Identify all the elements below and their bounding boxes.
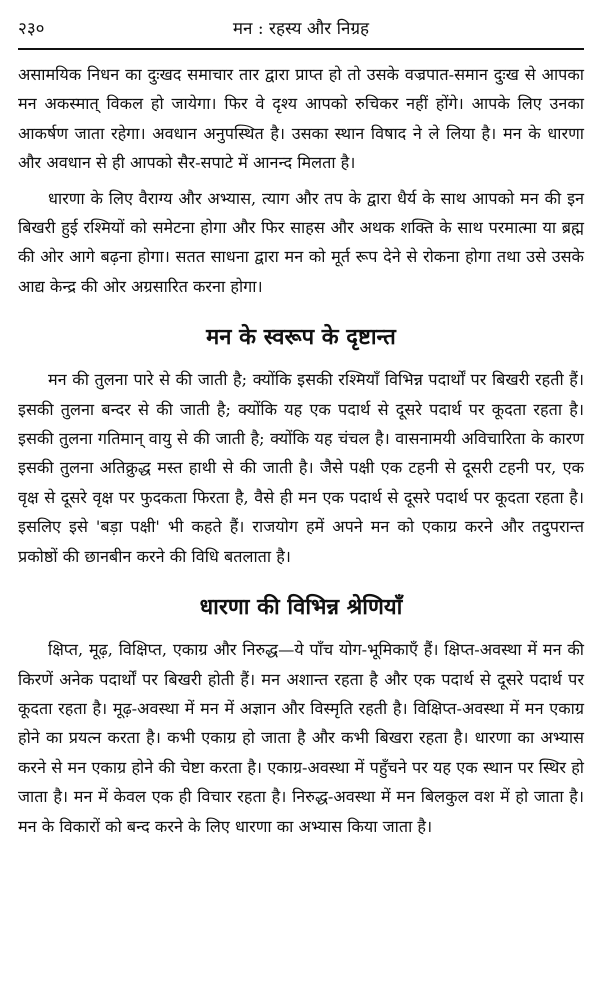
running-title: मन : रहस्य और निग्रह — [232, 19, 370, 39]
paragraph-continued: असामयिक निधन का दुःखद समाचार तार द्वारा प्राप्त हो तो उसके वज्रपात-समान दुःख से आपका मन अकस्मात् विकल हो जायेगा। फिर वे दृश्य आपको रुचिकर नहीं होंगे। आपके लिए उनका आकर्षण जाता रहेगा। अवधान अनुपस्थित है। उसका स्थान विषाद ने ले लिया है। मन के धारणा और अवधान से ही आपको सैर-सपाटे में आनन्द मिलता है। — [18, 65, 584, 173]
section-heading: मन के स्वरूप के दृष्टान्त — [206, 325, 396, 351]
page-number: २३० — [18, 19, 45, 39]
header-rule — [18, 48, 584, 50]
running-header — [18, 14, 584, 44]
section-heading: धारणा की विभिन्न श्रेणियाँ — [199, 595, 403, 621]
book-page — [18, 14, 584, 841]
paragraph: धारणा के लिए वैराग्य और अभ्यास, त्याग और तप के द्वारा धैर्य के साथ आपको मन की इन बिखरी हुई रश्मियों को समेटना होगा और फिर साहस और अथक शक्ति के साथ परमात्मा या ब्रह्म की ओर आगे बढ़ना होगा। सतत साधना द्वारा मन को मूर्त रूप देने से रोकना होगा तथा उसे उसके आद्य केन्द्र की ओर अग्रसारित करना होगा। — [18, 188, 584, 296]
paragraph: क्षिप्त, मूढ़, विक्षिप्त, एकाग्र और निरुद्ध—ये पाँच योग-भूमिकाएँ हैं। क्षिप्त-अवस्था में मन की किरणें अनेक पदार्थों पर बिखरी होती हैं। मन अशान्त रहता है और एक पदार्थ से दूसरे पदार्थ पर कूदता रहता है। मूढ़-अवस्था में मन में अज्ञान और विस्मृति रहती है। विक्षिप्त-अवस्था में मन एकाग्र होने का प्रयत्न करता है। कभी एकाग्र हो जाता है और कभी बिखरा रहता है। धारणा का अभ्यास करने से मन एकाग्र होने की चेष्टा करता है। एकाग्र-अवस्था में पहुँचने पर यह एक स्थान पर स्थिर हो जाता है। मन में केवल एक ही विचार रहता है। निरुद्ध-अवस्था में मन बिलकुल वश में हो जाता है। मन के विकारों को बन्द करने के लिए धारणा का अभ्यास किया जाता है। — [18, 640, 585, 836]
paragraph: मन की तुलना पारे से की जाती है; क्योंकि इसकी रश्मियाँ विभिन्न पदार्थों पर बिखरी रहती हैं। इसकी तुलना बन्दर से की जाती है; क्योंकि यह एक पदार्थ से दूसरे पदार्थ पर कूदता रहता है। इसकी तुलना गतिमान् वायु से की जाती है; क्योंकि यह चंचल है। वासनामयी अविचारिता के कारण इसकी तुलना अतिक्रुद्ध मस्त हाथी से की जाती है। जैसे पक्षी एक टहनी से दूसरी टहनी पर, एक वृक्ष से दूसरे वृक्ष पर फुदकता फिरता है, वैसे ही मन एक पदार्थ से दूसरे पदार्थ पर कूदता रहता है। इसलिए इसे 'बड़ा पक्षी' भी कहते हैं। राजयोग हमें अपने मन को एकाग्र करने और तदुपरान्त प्रकोष्ठों की छानबीन करने की विधि बतलाता है। — [18, 370, 585, 566]
